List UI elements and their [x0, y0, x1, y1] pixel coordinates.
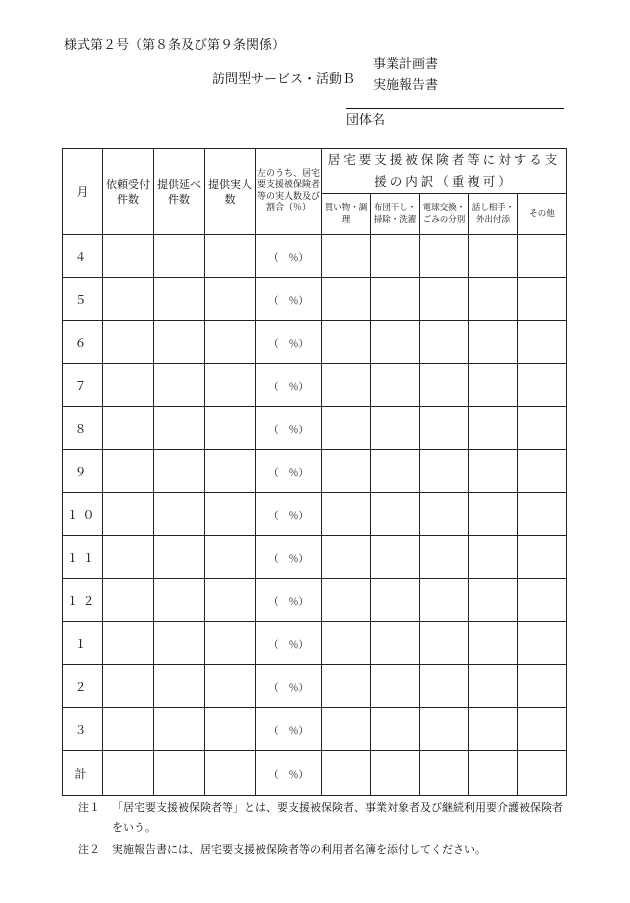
support-entry-cell[interactable] — [518, 579, 567, 622]
entry-cell[interactable] — [205, 665, 256, 708]
support-entry-cell[interactable] — [420, 665, 469, 708]
month-label: １２ — [63, 579, 103, 622]
ratio-cell[interactable]: （ ％） — [256, 751, 322, 796]
support-entry-cell[interactable] — [322, 622, 371, 665]
header-support-type: その他 — [518, 194, 567, 235]
support-entry-cell[interactable] — [469, 278, 518, 321]
month-label: １０ — [63, 493, 103, 536]
table-row — [63, 665, 567, 708]
support-entry-cell[interactable] — [518, 278, 567, 321]
ratio-cell[interactable]: （ ％） — [256, 665, 322, 708]
support-entry-cell[interactable] — [322, 364, 371, 407]
month-label: 計 — [63, 751, 103, 796]
table-row — [63, 536, 567, 579]
header-ratio: 左のうち、居宅要支援被保険者等の実人数及び割合（％） — [256, 149, 322, 235]
entry-cell[interactable] — [103, 364, 154, 407]
month-label: ２ — [63, 665, 103, 708]
note-1 — [78, 798, 567, 838]
entry-cell[interactable] — [205, 364, 256, 407]
title-plan: 事業計画書 — [373, 57, 439, 72]
entry-cell[interactable] — [103, 278, 154, 321]
ratio-cell[interactable]: （ ％） — [256, 407, 322, 450]
table-row — [63, 579, 567, 622]
support-entry-cell[interactable] — [518, 364, 567, 407]
entry-cell[interactable] — [103, 751, 154, 796]
support-entry-cell[interactable] — [322, 235, 371, 278]
table-row — [63, 708, 567, 751]
entry-cell[interactable] — [154, 622, 205, 665]
support-entry-cell[interactable] — [371, 407, 420, 450]
support-entry-cell[interactable] — [371, 751, 420, 796]
header-support-type: 買い物・調理 — [322, 194, 371, 235]
entry-cell[interactable] — [205, 536, 256, 579]
entry-cell[interactable] — [205, 708, 256, 751]
table-row — [63, 493, 567, 536]
support-entry-cell[interactable] — [469, 665, 518, 708]
support-entry-cell[interactable] — [469, 364, 518, 407]
support-entry-cell[interactable] — [371, 450, 420, 493]
support-entry-cell[interactable] — [322, 278, 371, 321]
ratio-cell[interactable]: （ ％） — [256, 450, 322, 493]
support-entry-cell[interactable] — [518, 321, 567, 364]
table-row — [63, 235, 567, 278]
entry-cell[interactable] — [205, 321, 256, 364]
header-total-provided: 提供延べ件数 — [154, 149, 205, 235]
note-text: 「居宅要支援被保険者等」とは、要支援被保険者、事業対象者及び継続利用要介護被保険者をいう。 — [112, 801, 563, 834]
header-month: 月 — [63, 149, 103, 235]
entry-cell[interactable] — [154, 278, 205, 321]
support-entry-cell[interactable] — [371, 235, 420, 278]
support-entry-cell[interactable] — [420, 708, 469, 751]
entry-cell[interactable] — [103, 708, 154, 751]
ratio-cell[interactable]: （ ％） — [256, 536, 322, 579]
entry-cell[interactable] — [205, 235, 256, 278]
support-entry-cell[interactable] — [420, 579, 469, 622]
support-entry-cell[interactable] — [322, 407, 371, 450]
table-row — [63, 622, 567, 665]
month-label: ６ — [63, 321, 103, 364]
report-table — [62, 148, 567, 796]
entry-cell[interactable] — [154, 751, 205, 796]
support-entry-cell[interactable] — [371, 278, 420, 321]
support-entry-cell[interactable] — [469, 321, 518, 364]
month-label: １ — [63, 622, 103, 665]
support-entry-cell[interactable] — [322, 536, 371, 579]
support-entry-cell[interactable] — [371, 708, 420, 751]
support-entry-cell[interactable] — [469, 751, 518, 796]
support-entry-cell[interactable] — [518, 235, 567, 278]
header-support-type: 電球交換・ごみの分別 — [420, 194, 469, 235]
ratio-cell[interactable]: （ ％） — [256, 579, 322, 622]
entry-cell[interactable] — [154, 321, 205, 364]
support-entry-cell[interactable] — [469, 536, 518, 579]
support-entry-cell[interactable] — [371, 536, 420, 579]
notes — [78, 798, 567, 860]
support-entry-cell[interactable] — [371, 493, 420, 536]
entry-cell[interactable] — [154, 493, 205, 536]
entry-cell[interactable] — [103, 622, 154, 665]
support-entry-cell[interactable] — [371, 321, 420, 364]
header-actual-people: 提供実人数 — [205, 149, 256, 235]
group-name-label: 団体名 — [346, 113, 386, 128]
support-entry-cell[interactable] — [518, 622, 567, 665]
entry-cell[interactable] — [103, 321, 154, 364]
support-entry-cell[interactable] — [420, 407, 469, 450]
support-entry-cell[interactable] — [322, 665, 371, 708]
support-entry-cell[interactable] — [371, 622, 420, 665]
support-entry-cell[interactable] — [469, 407, 518, 450]
entry-cell[interactable] — [154, 579, 205, 622]
header-support-breakdown: 居宅要支援被保険者等に対する支援の内訳（重複可） — [322, 149, 567, 194]
support-entry-cell[interactable] — [420, 751, 469, 796]
support-entry-cell[interactable] — [469, 708, 518, 751]
month-label: ４ — [63, 235, 103, 278]
support-entry-cell[interactable] — [518, 536, 567, 579]
support-entry-cell[interactable] — [420, 450, 469, 493]
support-entry-cell[interactable] — [322, 708, 371, 751]
header-requests: 依頼受付件数 — [103, 149, 154, 235]
ratio-cell[interactable]: （ ％） — [256, 278, 322, 321]
support-entry-cell[interactable] — [371, 665, 420, 708]
entry-cell[interactable] — [205, 622, 256, 665]
entry-cell[interactable] — [154, 665, 205, 708]
month-label: ７ — [63, 364, 103, 407]
support-entry-cell[interactable] — [518, 407, 567, 450]
support-entry-cell[interactable] — [420, 493, 469, 536]
month-label: ３ — [63, 708, 103, 751]
ratio-cell[interactable]: （ ％） — [256, 364, 322, 407]
entry-cell[interactable] — [154, 536, 205, 579]
note-2 — [78, 840, 567, 860]
support-entry-cell[interactable] — [518, 493, 567, 536]
month-label: ９ — [63, 450, 103, 493]
support-entry-cell[interactable] — [371, 579, 420, 622]
entry-cell[interactable] — [103, 493, 154, 536]
entry-cell[interactable] — [103, 536, 154, 579]
entry-cell[interactable] — [103, 235, 154, 278]
month-label: １１ — [63, 536, 103, 579]
entry-cell[interactable] — [154, 450, 205, 493]
entry-cell[interactable] — [154, 708, 205, 751]
note-text: 実施報告書には、居宅要支援被保険者等の利用者名簿を添付してください。 — [112, 843, 486, 856]
entry-cell[interactable] — [205, 278, 256, 321]
entry-cell[interactable] — [154, 364, 205, 407]
table-row — [63, 364, 567, 407]
note-label: 注１ — [78, 801, 100, 814]
table-row — [63, 407, 567, 450]
form-number: 様式第２号（第８条及び第９条関係） — [64, 38, 286, 53]
support-entry-cell[interactable] — [469, 450, 518, 493]
table-row — [63, 450, 567, 493]
ratio-cell[interactable]: （ ％） — [256, 708, 322, 751]
support-entry-cell[interactable] — [469, 493, 518, 536]
table-row — [63, 278, 567, 321]
support-entry-cell[interactable] — [420, 536, 469, 579]
support-entry-cell[interactable] — [322, 579, 371, 622]
ratio-cell[interactable]: （ ％） — [256, 493, 322, 536]
note-label: 注２ — [78, 843, 100, 856]
total-row — [63, 751, 567, 796]
support-entry-cell[interactable] — [322, 321, 371, 364]
support-entry-cell[interactable] — [518, 450, 567, 493]
support-entry-cell[interactable] — [518, 751, 567, 796]
support-entry-cell[interactable] — [518, 708, 567, 751]
support-entry-cell[interactable] — [469, 235, 518, 278]
support-entry-cell[interactable] — [322, 493, 371, 536]
entry-cell[interactable] — [103, 665, 154, 708]
entry-cell[interactable] — [205, 751, 256, 796]
header-support-type: 布団干し・掃除・洗濯 — [371, 194, 420, 235]
support-entry-cell[interactable] — [322, 450, 371, 493]
document-title: 訪問型サービス・活動Ｂ — [212, 72, 356, 87]
table-row — [63, 321, 567, 364]
entry-cell[interactable] — [154, 235, 205, 278]
support-entry-cell[interactable] — [371, 364, 420, 407]
entry-cell[interactable] — [103, 579, 154, 622]
entry-cell[interactable] — [205, 407, 256, 450]
support-entry-cell[interactable] — [469, 579, 518, 622]
ratio-cell[interactable]: （ ％） — [256, 622, 322, 665]
month-label: ８ — [63, 407, 103, 450]
entry-cell[interactable] — [205, 493, 256, 536]
entry-cell[interactable] — [103, 450, 154, 493]
entry-cell[interactable] — [205, 579, 256, 622]
title-report: 実施報告書 — [373, 78, 439, 93]
support-entry-cell[interactable] — [420, 364, 469, 407]
support-entry-cell[interactable] — [322, 751, 371, 796]
support-entry-cell[interactable] — [469, 622, 518, 665]
entry-cell[interactable] — [103, 407, 154, 450]
header-support-type: 話し相手・外出付添 — [469, 194, 518, 235]
month-label: ５ — [63, 278, 103, 321]
entry-cell[interactable] — [154, 407, 205, 450]
document-type — [373, 54, 438, 96]
support-entry-cell[interactable] — [420, 321, 469, 364]
ratio-cell[interactable]: （ ％） — [256, 235, 322, 278]
entry-cell[interactable] — [205, 450, 256, 493]
ratio-cell[interactable]: （ ％） — [256, 321, 322, 364]
support-entry-cell[interactable] — [420, 622, 469, 665]
support-entry-cell[interactable] — [420, 235, 469, 278]
support-entry-cell[interactable] — [420, 278, 469, 321]
support-entry-cell[interactable] — [518, 665, 567, 708]
